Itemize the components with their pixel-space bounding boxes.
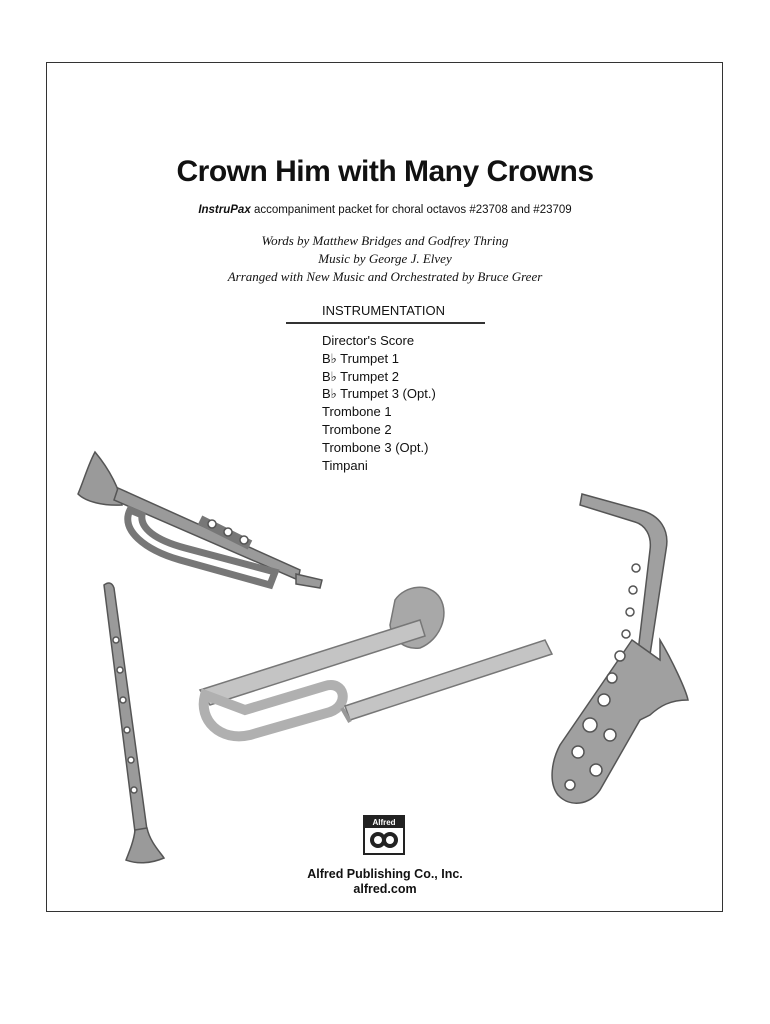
- trumpet-icon: [78, 452, 322, 588]
- saxophone-icon: [552, 494, 688, 803]
- list-item: Trombone 1: [322, 404, 392, 420]
- publisher-name: Alfred Publishing Co., Inc.: [307, 867, 463, 881]
- list-item: B♭ Trumpet 3 (Opt.): [322, 386, 436, 402]
- list-item: Trombone 2: [322, 421, 392, 437]
- list-item: Trombone 3 (Opt.): [322, 439, 429, 455]
- list-item: Director's Score: [322, 333, 415, 348]
- list-item: B♭ Trumpet 1: [322, 350, 399, 366]
- logo-emblem: [365, 828, 403, 853]
- page-title: Crown Him with Many Crowns: [176, 155, 594, 188]
- clarinet-icon: [104, 583, 164, 863]
- publisher-url: alfred.com: [353, 882, 417, 896]
- publisher: [0, 867, 770, 897]
- credit-music: Music by George J. Elvey: [318, 251, 452, 266]
- instrupax-brand: InstruPax: [198, 204, 251, 216]
- subtitle-text: accompaniment packet for choral octavos #23708 and #23709: [253, 204, 572, 216]
- list-item: B♭ Trumpet 2: [322, 368, 399, 384]
- trombone-icon: [200, 587, 552, 736]
- instrumentation-heading: INSTRUMENTATION: [322, 303, 446, 318]
- alfred-logo: [363, 815, 405, 855]
- credit-words: Words by Matthew Bridges and Godfrey Thring: [261, 233, 509, 248]
- logo-text: Alfred: [365, 817, 403, 828]
- credit-arranger: Arranged with New Music and Orchestrated by Bruce Greer: [227, 269, 543, 284]
- list-item: Timpani: [322, 457, 368, 473]
